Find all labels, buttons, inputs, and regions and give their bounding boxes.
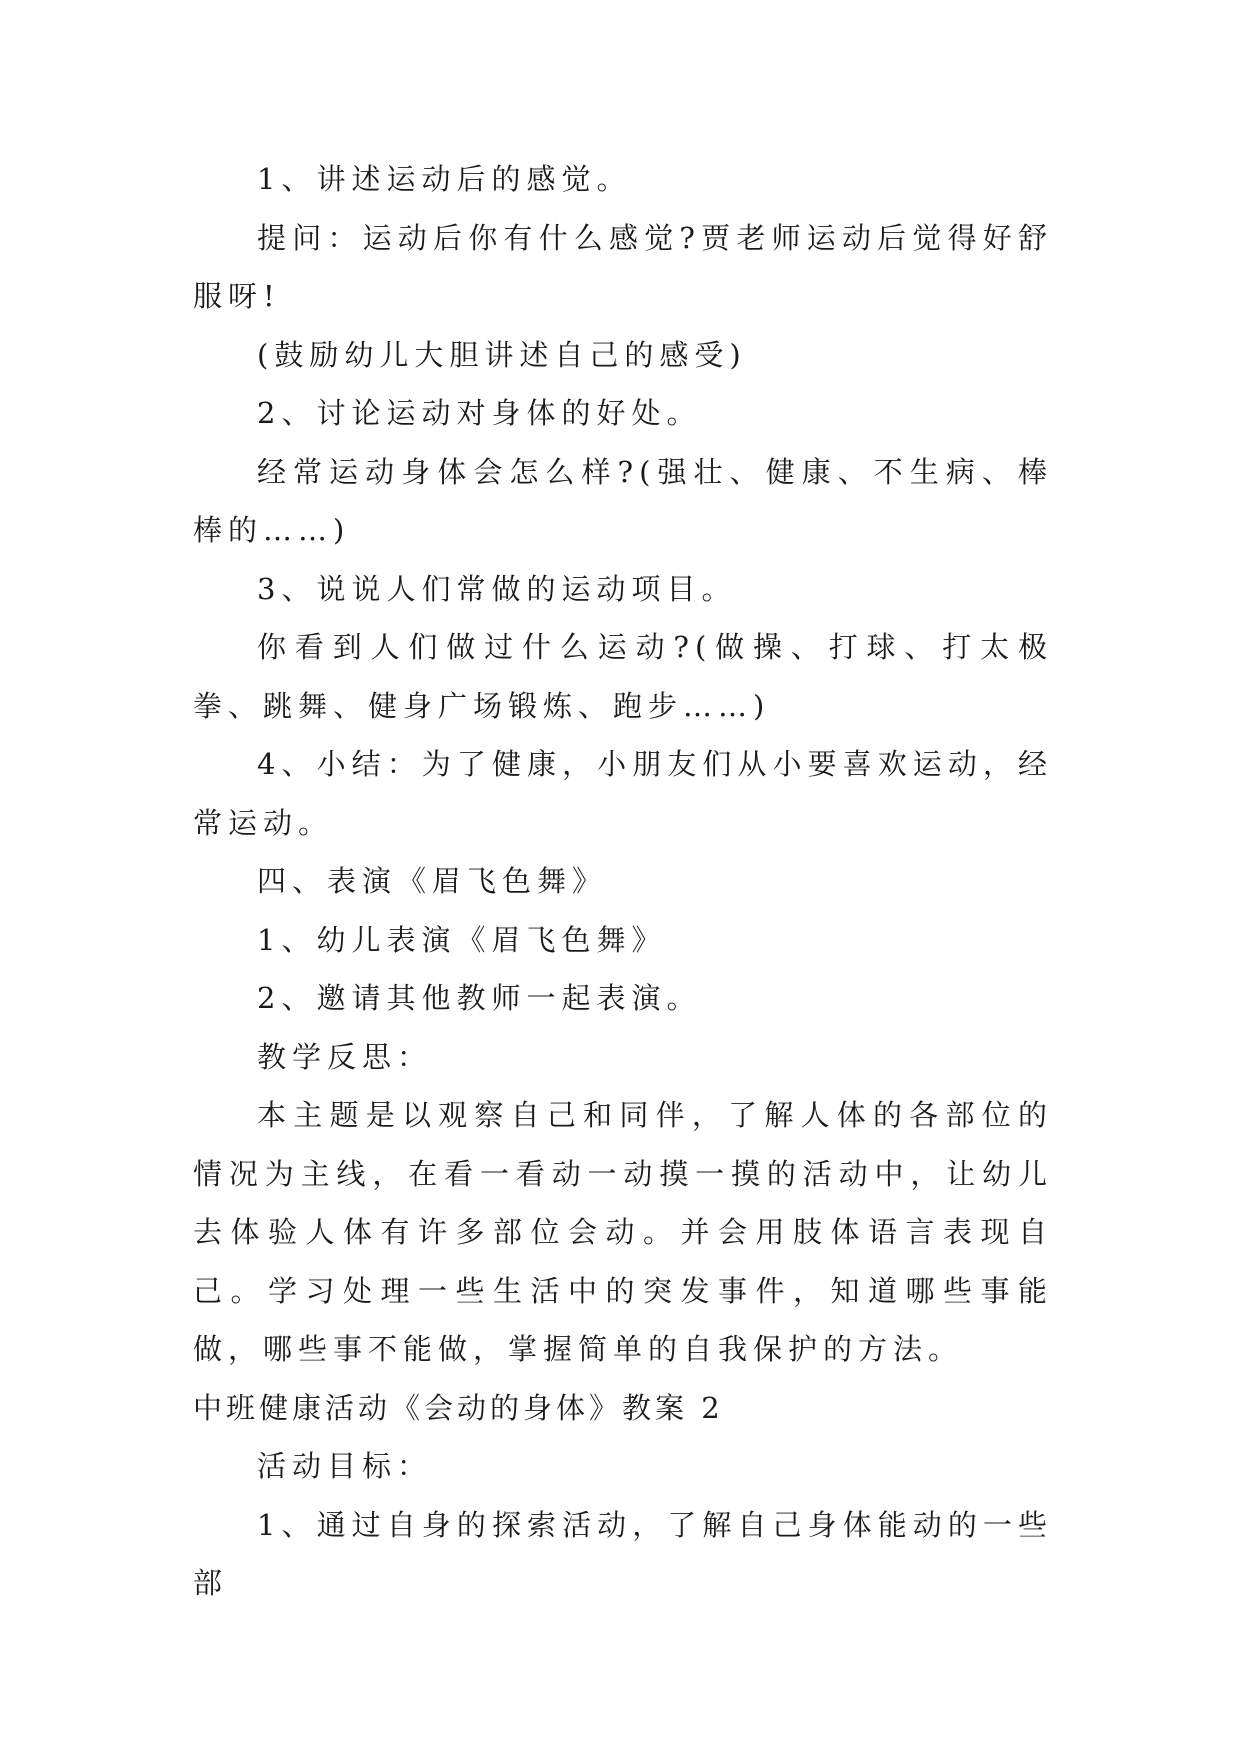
paragraph-step-2: 2、讨论运动对身体的好处。 <box>257 396 702 430</box>
paragraph-step-3: 3、说说人们常做的运动项目。 <box>257 571 737 606</box>
paragraph-sports-question: 你看到人们做过什么运动?(做操、打球、打太极拳、跳舞、健身广场锻炼、跑步……) <box>193 630 1053 723</box>
lesson-plan-title: 中班健康活动《会动的身体》教案 2 <box>193 1390 724 1425</box>
document-page <box>193 150 1053 1613</box>
paragraph-objective-1: 1、通过自身的探索活动，了解自己身体能动的一些部 <box>193 1507 1053 1600</box>
paragraph-reflection: 本主题是以观察自己和同伴，了解人体的各部位的情况为主线，在看一看动一动摸一摸的活动中，让幼儿去体验人体有许多部位会动。并会用肢体语言表现自己。学习处理一些生活中的突发事件，知道哪些事能做，哪些事不能做，掌握简单的自我保护的方法。 <box>193 1098 1053 1366</box>
paragraph-summary: 4、小结：为了健康，小朋友们从小要喜欢运动，经常运动。 <box>193 747 1053 840</box>
paragraph-exercise-benefits: 经常运动身体会怎么样?(强壮、健康、不生病、棒棒的……) <box>193 454 1053 547</box>
paragraph-performance-1: 1、幼儿表演《眉飞色舞》 <box>257 922 667 957</box>
paragraph-performance-2: 2、邀请其他教师一起表演。 <box>257 981 702 1015</box>
paragraph-step-1: 1、讲述运动后的感觉。 <box>257 162 632 196</box>
paragraph-question: 提问：运动后你有什么感觉?贾老师运动后觉得好舒服呀! <box>193 220 1053 313</box>
section-heading-performance: 四、表演《眉飞色舞》 <box>257 864 608 898</box>
section-heading-reflection: 教学反思： <box>257 1039 433 1074</box>
section-heading-objectives: 活动目标： <box>257 1449 433 1483</box>
paragraph-encourage-note: (鼓励幼儿大胆讲述自己的感受) <box>257 337 747 372</box>
